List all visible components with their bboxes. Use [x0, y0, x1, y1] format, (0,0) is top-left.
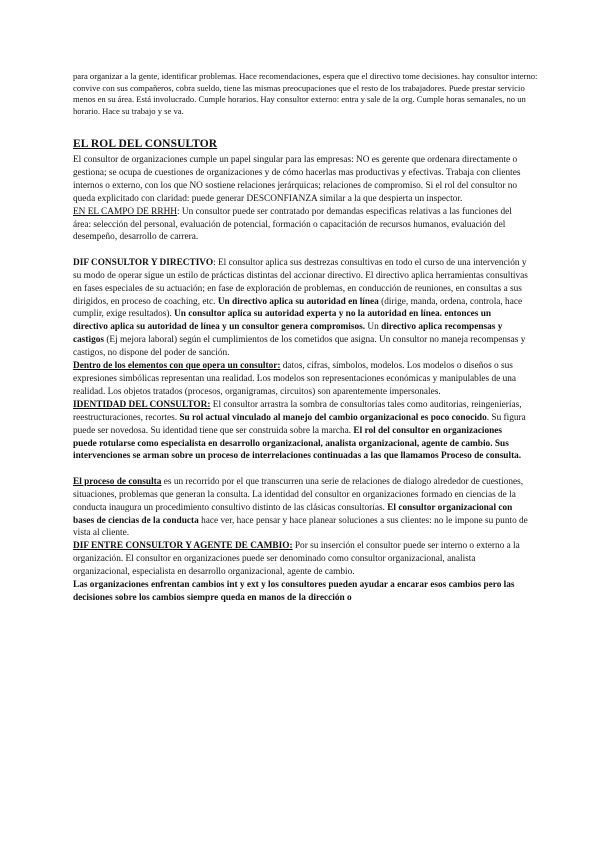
- dif-text-3: Un: [365, 322, 382, 333]
- elementos-label: Dentro de los elementos con que opera un consultor:: [73, 361, 281, 372]
- proceso-paragraph: [73, 476, 528, 541]
- rrhh-paragraph: [73, 206, 528, 245]
- main-body: [73, 154, 528, 605]
- proceso-label: El proceso de consulta: [73, 476, 162, 487]
- identidad-text-1: El consultor arrastra la sombra de consultorías tales como auditorias, reingenierías, reestructuraciones, recortes.: [73, 399, 522, 423]
- rrhh-text: : Un consultor puede ser contratado por demandas especificas relativas a las funciones del área: selección del personal, evaluación de potencial, formación o capacitación de recursos humanos, evaluación del desempeño, desarrollo de carrera.: [73, 206, 512, 243]
- dif-text-2: (dirige, manda, ordena, controla, hace cumplir, exige resultados).: [73, 296, 523, 320]
- agente-text: Por su inserción el consultor puede ser interno o externo a la organización. El consultor en organizaciones puede ser denominado como consultor organizacional, analista organizacional, especialista en desarrollo organizacional, agente de cambio.: [73, 541, 520, 578]
- identidad-text-2: . Su figura puede ser novedosa. Su identidad tiene que ser construida sobre la marcha.: [73, 412, 526, 436]
- rrhh-label: EN EL CAMPO DE RRHH: [73, 206, 177, 217]
- identidad-paragraph: [73, 399, 528, 464]
- dif-label: DIF CONSULTOR Y DIRECTIVO: [73, 257, 214, 268]
- dif-bold-3: directivo aplica recompensas y castigos: [73, 322, 503, 346]
- proceso-bold-1: El consultor organizacional con bases de ciencias de la conducta: [73, 502, 513, 526]
- proceso-text-2: hace ver, hace pensar y hace planear soluciones a sus clientes: no le impone su punto de vista al cliente.: [73, 515, 528, 539]
- paragraph-gap: [73, 244, 528, 257]
- identidad-bold-2: El rol del consultor en organizaciones puede rotularse como especialista en desarrollo organizacional, analista organizacional, agente de cambio. Sus intervenciones se arman sobre un proceso de interrelaciones continuadas a las que llamamos Proceso de consulta.: [73, 425, 522, 462]
- dif-paragraph: [73, 257, 528, 360]
- final-paragraph: Las organizaciones enfrentan cambios int y ext y los consultores pueden ayudar a encarar esos cambios pero las decisiones sobre los cambios siempre queda en manos de la dirección o: [73, 580, 515, 603]
- agente-label: DIF ENTRE CONSULTOR Y AGENTE DE CAMBIO:: [73, 541, 293, 552]
- dif-bold-1: Un directivo aplica su autoridad en línea: [217, 296, 379, 307]
- identidad-label: IDENTIDAD DEL CONSULTOR:: [73, 399, 211, 410]
- elementos-text: datos, cifras, símbolos, modelos. Los modelos o diseños o sus expresiones simbólicas representan una realidad. Los modelos son representaciones económicas y manipulables de una realidad. Los objetos tratados (procesos, organigramas, circuitos) son aparentemente impersonales.: [73, 361, 517, 397]
- dif-bold-2: Un consultor aplica su autoridad experta y no la autoridad en línea. entonces un directivo aplica su autoridad de línea y un consultor genera compromisos.: [73, 309, 492, 333]
- identidad-bold-1: Su rol actual vinculado al manejo del cambio organizacional es poco conocido: [179, 412, 487, 423]
- intro-paragraph: para organizar a la gente, identificar problemas. Hace recomendaciones, espera que el directivo tome decisiones. hay consultor interno: convive con sus compañeros, cobra sueldo, tiene las mismas preocupaciones que el resto de los trabajadores. Puede prestar servicio menos en su área. Está involucrado. Cumple horarios. Hay consultor externo: entra y sale de la org. Cumple horas semanales, no un horario. Hace su trabajo y se va.: [73, 71, 538, 116]
- paragraph-gap: [73, 463, 528, 476]
- dif-text-1: : El consultor aplica sus destrezas consultivas en todo el curso de una intervención y su modo de operar sigue un estilo de prácticas distintas del accionar directivo. El directivo aplica herramientas consultivas en fases especiales de su actuación; en fase de exploración de problemas, en conducción de reuniones, en consultas a sus dirigidos, en proceso de coaching, etc.: [73, 257, 528, 307]
- agente-paragraph: [73, 540, 528, 579]
- section-heading: EL ROL DEL CONSULTOR: [73, 138, 218, 150]
- dif-text-4: (Ej mejora laboral) según el cumplimientos de los cometidos que asigna. Un consultor no maneja recompensas y castigos, no dispone del poder de sanción.: [73, 335, 526, 359]
- elementos-paragraph: [73, 360, 528, 399]
- rol-paragraph: El consultor de organizaciones cumple un papel singular para las empresas: NO es gerente que ordenara directamente o gestiona; se ocupa de cuestiones de organizaciones y de cómo hacerlas mas productivas y efectivas. Trabaja con clientes internos o externo, con los que NO sostiene relaciones jerárquicas; relaciones de compromiso. Si el rol del consultor no queda explicitado con claridad: puede generar DESCONFIANZA similar a la que despierta un inspector.: [73, 155, 521, 204]
- proceso-text-1: es un recorrido por el que transcurren una serie de relaciones de dialogo alrededor de cuestiones, situaciones, problemas que generan la consulta. La identidad del consultor en organizaciones formado en ciencias de la conducta inaugura un procedimiento consultivo distinto de las clásicas consultorías.: [73, 476, 524, 513]
